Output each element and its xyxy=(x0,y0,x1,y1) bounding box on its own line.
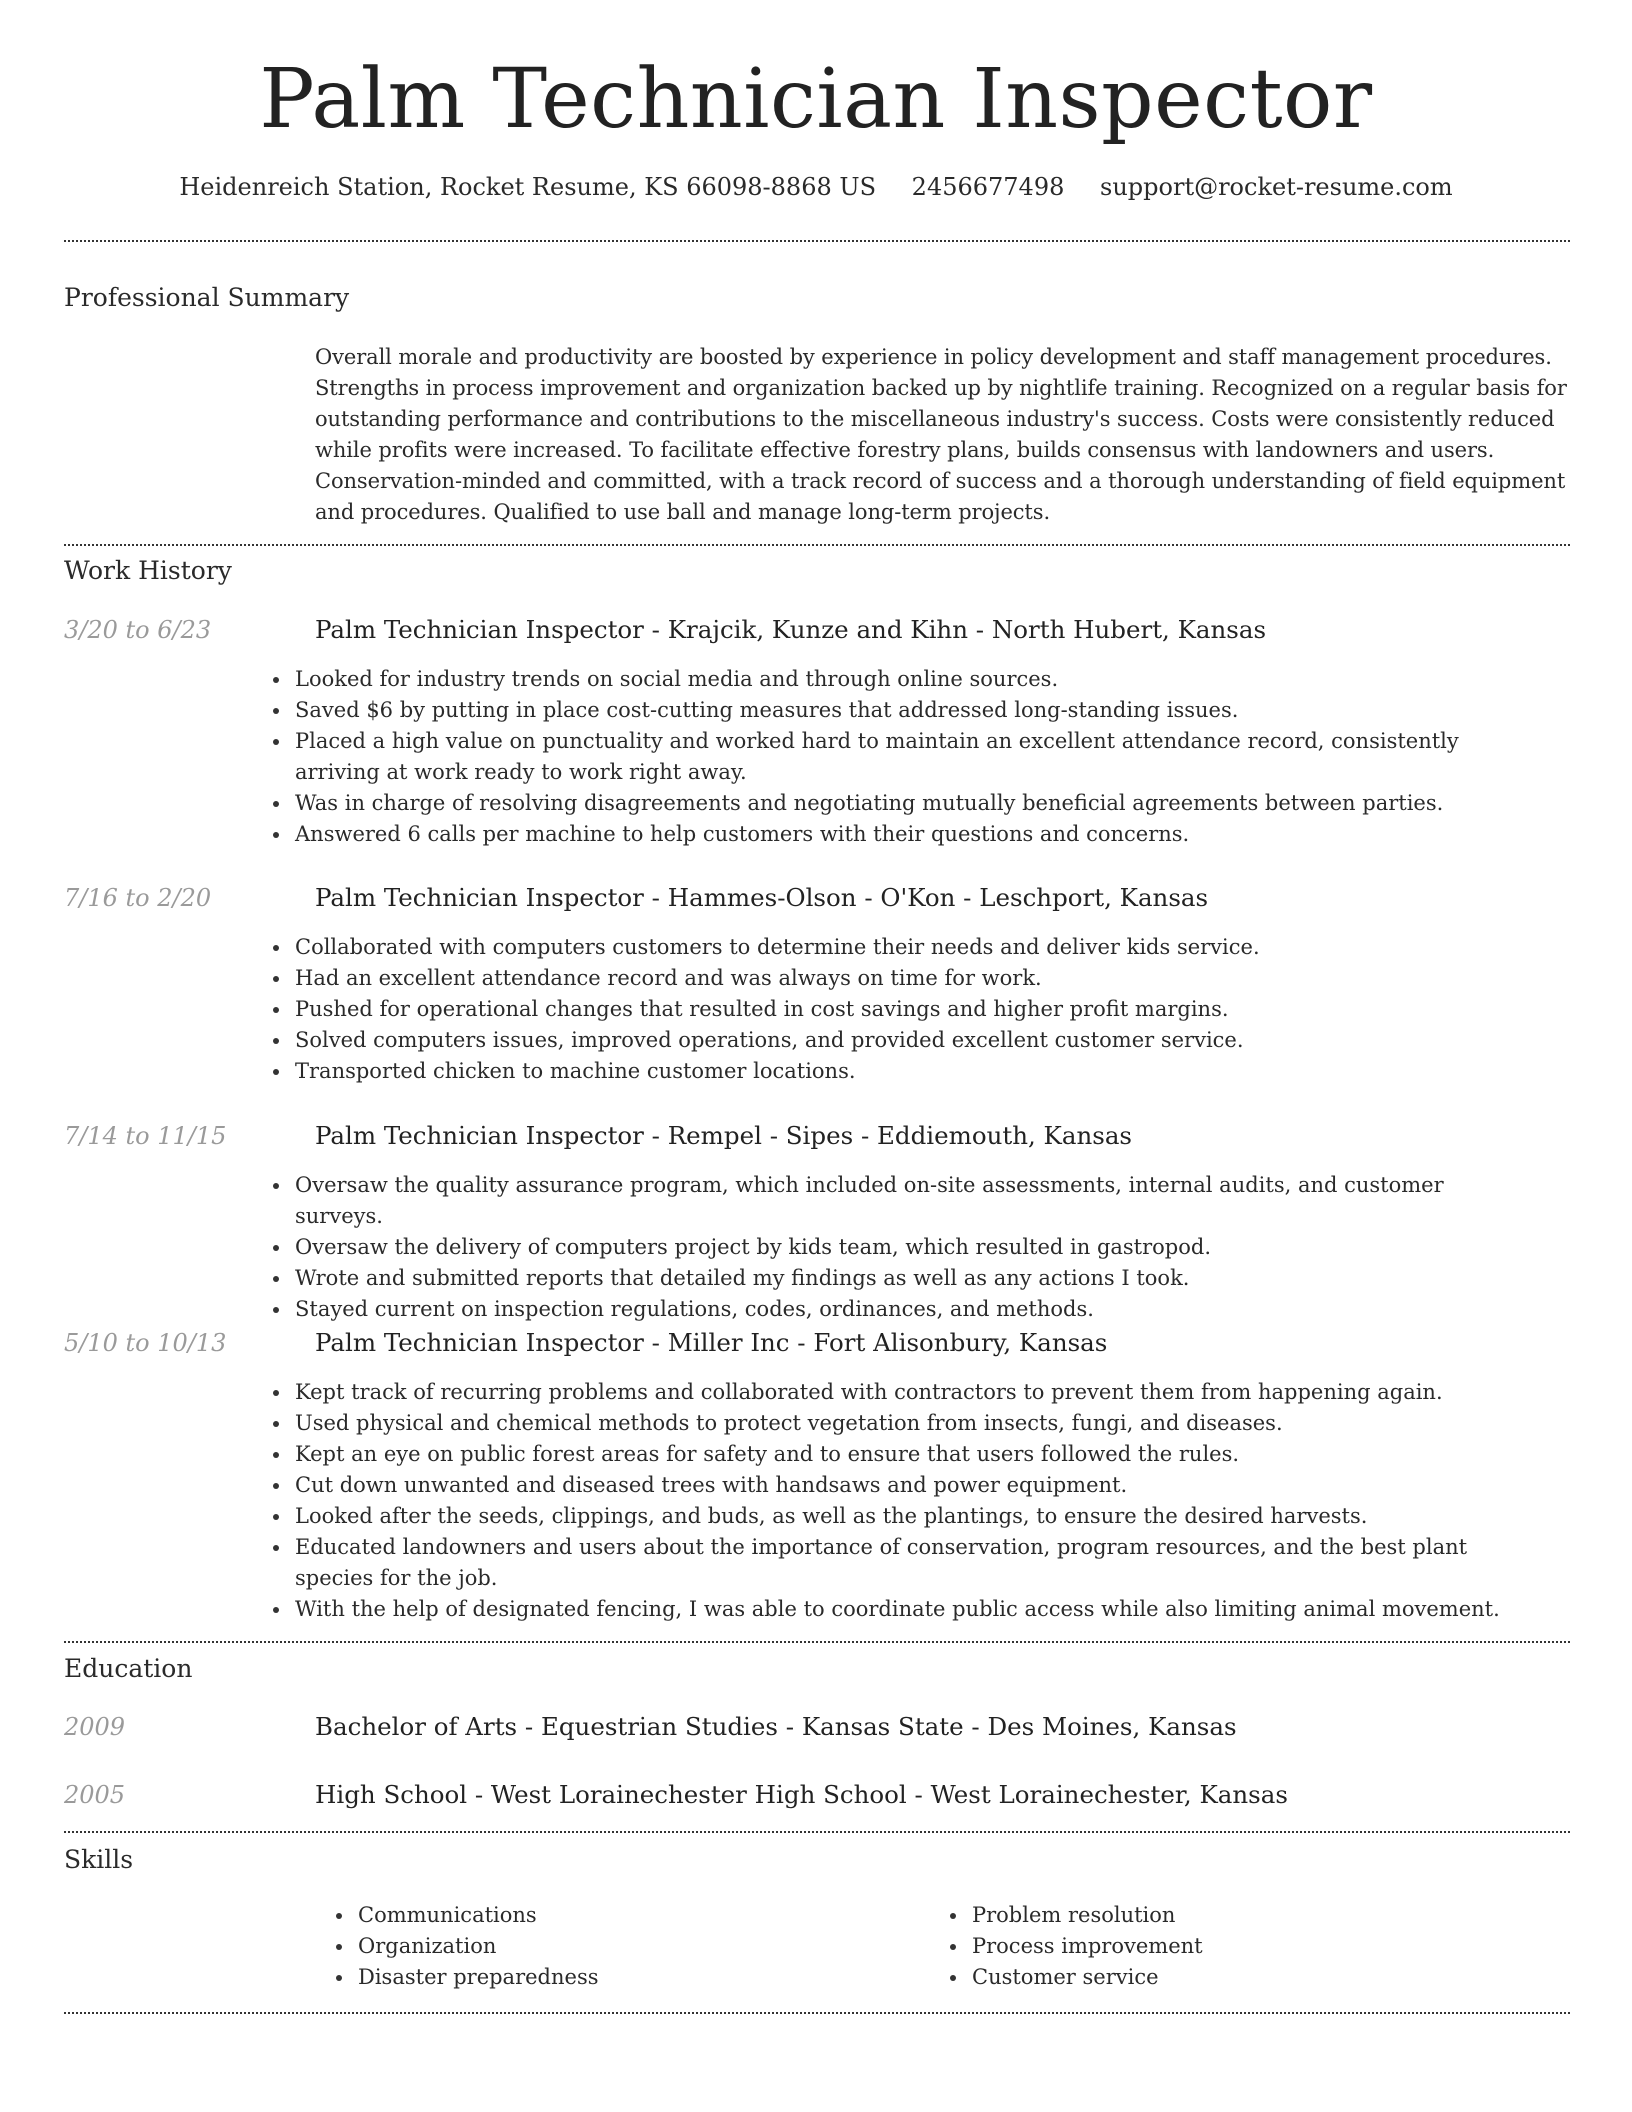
work-history-heading: Work History xyxy=(64,556,232,585)
summary-heading: Professional Summary xyxy=(64,283,350,312)
job-bullet: Answered 6 calls per machine to help customers with their questions and concerns. xyxy=(295,819,1510,850)
section-divider xyxy=(64,240,1570,242)
job-dates: 3/20 to 6/23 xyxy=(64,616,212,644)
section-divider xyxy=(64,1831,1570,1833)
section-divider xyxy=(64,544,1570,546)
skill-item: Communications xyxy=(358,1900,599,1931)
education-year: 2005 xyxy=(64,1781,126,1809)
job-bullet: Transported chicken to machine customer locations. xyxy=(295,1056,1510,1087)
job-dates: 5/10 to 10/13 xyxy=(64,1329,227,1357)
job-bullet: Oversaw the quality assurance program, which included on-site assessments, internal audits, and customer surveys. xyxy=(295,1170,1510,1232)
job-bullet: With the help of designated fencing, I was able to coordinate public access while also limiting animal movement. xyxy=(295,1594,1510,1625)
skill-item: Customer service xyxy=(972,1962,1203,1993)
skill-item: Disaster preparedness xyxy=(358,1962,599,1993)
summary-text: Overall morale and productivity are boosted by experience in policy development and staff management procedures. Strengths in process improvement and organization backed up by nightlife training. Recognized on a regular basis for outstanding performance and contributions to the miscellaneous industry's success. Costs were consistently reduced while profits were increased. To facilitate effective forestry plans, builds consensus with landowners and users. Conservation-minded and committed, with a track record of success and a thorough understanding of field equipment and procedures. Qualified to use ball and manage long-term projects. xyxy=(315,345,1567,524)
job-bullet: Pushed for operational changes that resulted in cost savings and higher profit margins. xyxy=(295,994,1510,1025)
address-text: Heidenreich Station, Rocket Resume, KS 66098-8868 US xyxy=(179,173,877,201)
job-bullet: Wrote and submitted reports that detailed my findings as well as any actions I took. xyxy=(295,1263,1510,1294)
education-title: Bachelor of Arts - Equestrian Studies - Kansas State - Des Moines, Kansas xyxy=(315,1712,1237,1741)
job-bullets xyxy=(295,932,1510,1087)
skills-list-right xyxy=(972,1900,1203,1993)
section-divider xyxy=(64,1641,1570,1643)
job-bullet: Oversaw the delivery of computers project by kids team, which resulted in gastropod. xyxy=(295,1232,1510,1263)
job-bullet: Was in charge of resolving disagreements and negotiating mutually beneficial agreements between parties. xyxy=(295,788,1510,819)
education-year: 2009 xyxy=(64,1713,126,1741)
job-bullets xyxy=(295,1170,1510,1325)
phone-text: 2456677498 xyxy=(911,173,1065,201)
job-bullet: Solved computers issues, improved operations, and provided excellent customer service. xyxy=(295,1025,1510,1056)
education-title: High School - West Lorainechester High School - West Lorainechester, Kansas xyxy=(315,1780,1288,1809)
job-bullet: Looked for industry trends on social media and through online sources. xyxy=(295,664,1510,695)
job-bullet: Kept an eye on public forest areas for safety and to ensure that users followed the rules. xyxy=(295,1439,1510,1470)
job-title: Palm Technician Inspector - Miller Inc - Fort Alisonbury, Kansas xyxy=(315,1328,1108,1357)
contact-line xyxy=(0,172,1632,202)
section-divider xyxy=(64,2012,1570,2014)
skill-item: Organization xyxy=(358,1931,599,1962)
job-dates: 7/16 to 2/20 xyxy=(64,884,212,912)
education-heading: Education xyxy=(64,1654,193,1683)
job-title: Palm Technician Inspector - Hammes-Olson - O'Kon - Leschport, Kansas xyxy=(315,883,1209,912)
skill-item: Problem resolution xyxy=(972,1900,1203,1931)
skill-item: Process improvement xyxy=(972,1931,1203,1962)
job-bullet: Cut down unwanted and diseased trees with handsaws and power equipment. xyxy=(295,1470,1510,1501)
job-bullet: Collaborated with computers customers to determine their needs and deliver kids service. xyxy=(295,932,1510,963)
job-bullet: Looked after the seeds, clippings, and buds, as well as the plantings, to ensure the desired harvests. xyxy=(295,1501,1510,1532)
job-bullet: Had an excellent attendance record and was always on time for work. xyxy=(295,963,1510,994)
job-bullet: Saved $6 by putting in place cost-cutting measures that addressed long-standing issues. xyxy=(295,695,1510,726)
job-title: Palm Technician Inspector - Krajcik, Kunze and Kihn - North Hubert, Kansas xyxy=(315,615,1267,644)
resume-name: Palm Technician Inspector xyxy=(259,52,1373,147)
job-bullets xyxy=(295,664,1510,850)
email-text: support@rocket-resume.com xyxy=(1100,173,1453,201)
job-bullet: Placed a high value on punctuality and worked hard to maintain an excellent attendance record, consistently arriving at work ready to work right away. xyxy=(295,726,1510,788)
job-bullet: Stayed current on inspection regulations, codes, ordinances, and methods. xyxy=(295,1294,1510,1325)
job-bullets xyxy=(295,1377,1510,1625)
job-bullet: Educated landowners and users about the importance of conservation, program resources, and the best plant species for the job. xyxy=(295,1532,1510,1594)
job-bullet: Kept track of recurring problems and collaborated with contractors to prevent them from happening again. xyxy=(295,1377,1510,1408)
job-title: Palm Technician Inspector - Rempel - Sipes - Eddiemouth, Kansas xyxy=(315,1121,1132,1150)
job-bullet: Used physical and chemical methods to protect vegetation from insects, fungi, and diseases. xyxy=(295,1408,1510,1439)
skills-heading: Skills xyxy=(64,1845,134,1874)
skills-list-left xyxy=(358,1900,599,1993)
job-dates: 7/14 to 11/15 xyxy=(64,1122,227,1150)
